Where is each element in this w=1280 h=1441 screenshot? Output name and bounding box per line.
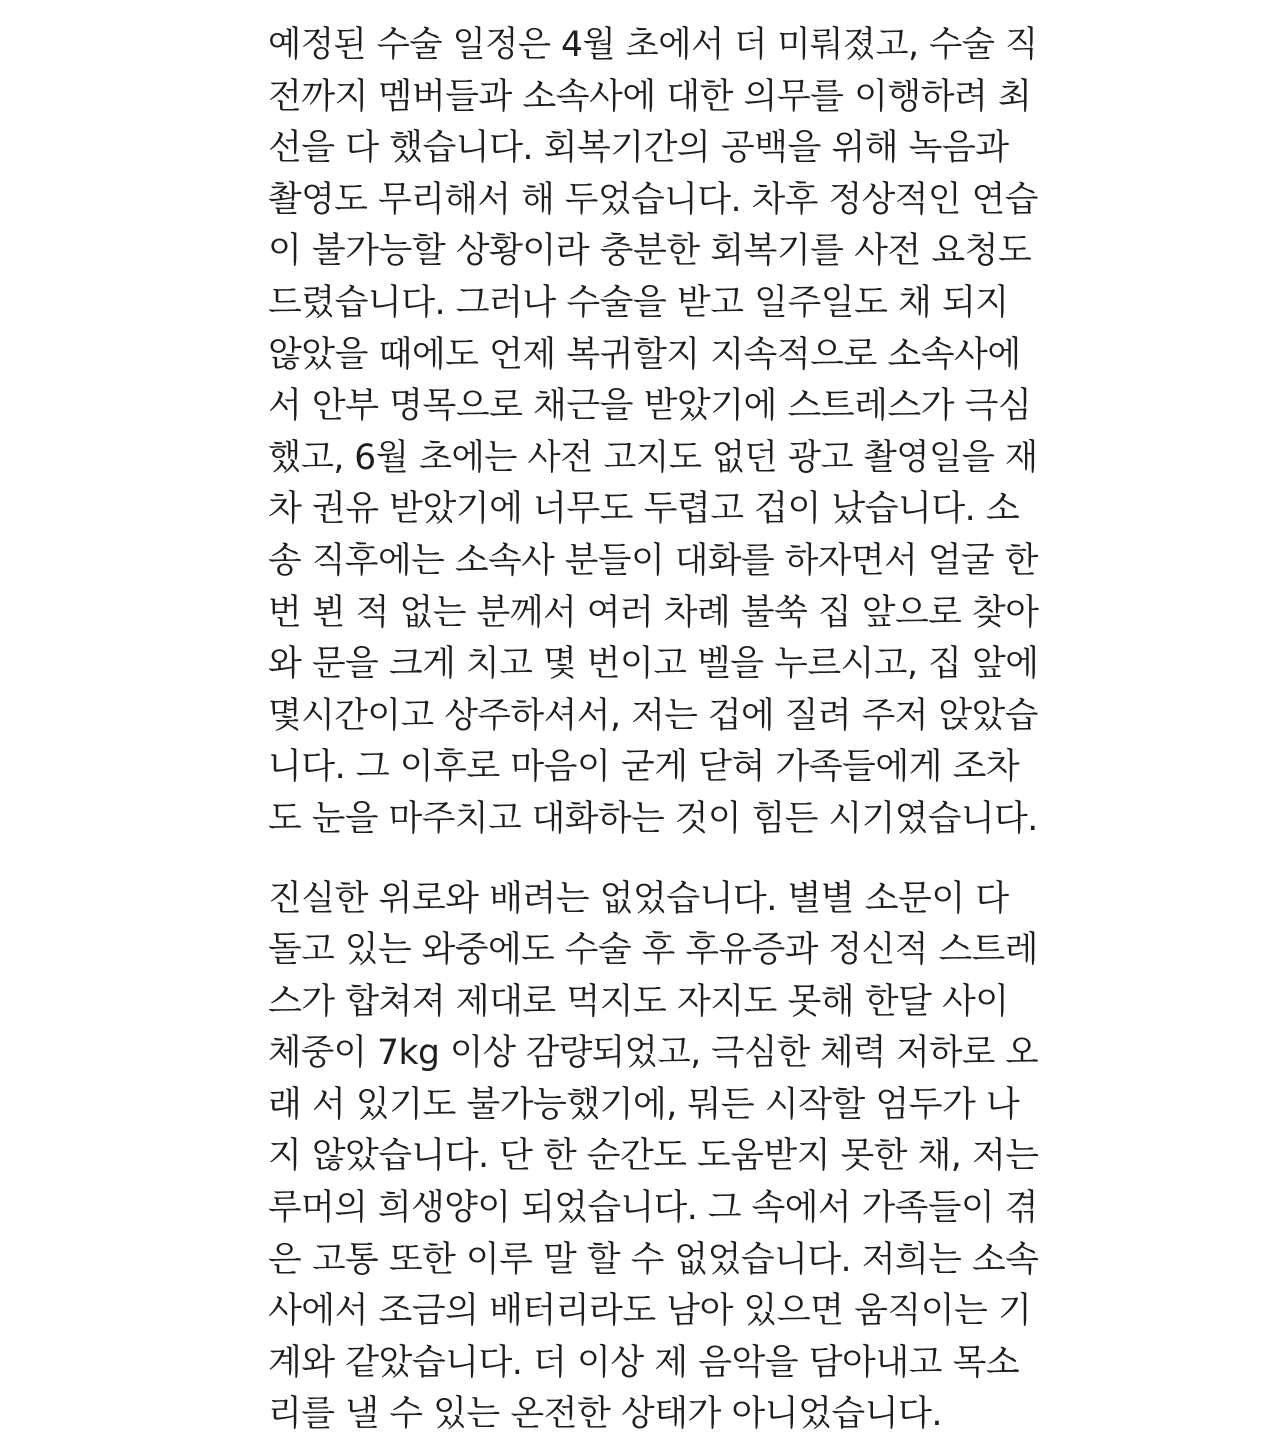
text-line: 래 서 있기도 불가능했기에, 뭐든 시작할 엄두가 나 xyxy=(268,1080,1038,1132)
statement-document xyxy=(268,20,1038,1441)
text-line: 했고, 6월 초에는 사전 고지도 없던 광고 촬영일을 재 xyxy=(268,433,1024,485)
text-line: 루머의 희생양이 되었습니다. 그 속에서 가족들이 겪 xyxy=(268,1183,1034,1235)
text-line: 촬영도 무리해서 해 두었습니다. 차후 정상적인 연습 xyxy=(268,175,1034,227)
text-line: 몇시간이고 상주하셔서, 저는 겁에 질려 주저 앉았습 xyxy=(268,691,1034,743)
text-line: 은 고통 또한 이루 말 할 수 없었습니다. 저희는 소속 xyxy=(268,1235,1036,1287)
paragraph-2 xyxy=(268,874,1038,1441)
text-line: 와 문을 크게 치고 몇 번이고 벨을 누르시고, 집 앞에 xyxy=(268,639,1036,691)
text-line: 차 권유 받았기에 너무도 두렵고 겁이 났습니다. 소 xyxy=(268,484,1038,536)
text-line: 전까지 멤버들과 소속사에 대한 의무를 이행하려 최 xyxy=(268,72,1038,124)
text-line: 진실한 위로와 배려는 없었습니다. 별별 소문이 다 xyxy=(268,874,1038,926)
text-line: 드렸습니다. 그러나 수술을 받고 일주일도 채 되지 xyxy=(268,278,1038,330)
text-line: 예정된 수술 일정은 4월 초에서 더 미뤄졌고, 수술 직 xyxy=(268,20,1024,72)
text-line: 송 직후에는 소속사 분들이 대화를 하자면서 얼굴 한 xyxy=(268,536,1034,588)
text-line: 돌고 있는 와중에도 수술 후 후유증과 정신적 스트레 xyxy=(268,925,1034,977)
text-line: 선을 다 했습니다. 회복기간의 공백을 위해 녹음과 xyxy=(268,123,1038,175)
text-line: 서 안부 명목으로 채근을 받았기에 스트레스가 극심 xyxy=(268,381,1038,433)
text-line: 않았을 때에도 언제 복귀할지 지속적으로 소속사에 xyxy=(268,330,1038,382)
text-line: 체중이 7kg 이상 감량되었고, 극심한 체력 저하로 오 xyxy=(268,1028,1027,1080)
text-line: 번 뵌 적 없는 분께서 여러 차례 불쑥 집 앞으로 찾아 xyxy=(268,588,1036,640)
text-line: 스가 합쳐져 제대로 먹지도 자지도 못해 한달 사이 xyxy=(268,977,1038,1029)
text-line: 계와 같았습니다. 더 이상 제 음악을 담아내고 목소 xyxy=(268,1338,1038,1390)
text-line: 이 불가능할 상황이라 충분한 회복기를 사전 요청도 xyxy=(268,226,1038,278)
text-line: 리를 낼 수 있는 온전한 상태가 아니었습니다. xyxy=(268,1389,1038,1441)
paragraph-1 xyxy=(268,20,1038,846)
text-line: 사에서 조금의 배터리라도 남아 있으면 움직이는 기 xyxy=(268,1286,1038,1338)
text-line: 니다. 그 이후로 마음이 굳게 닫혀 가족들에게 조차 xyxy=(268,742,1038,794)
text-line: 지 않았습니다. 단 한 순간도 도움받지 못한 채, 저는 xyxy=(268,1131,1036,1183)
text-line: 도 눈을 마주치고 대화하는 것이 힘든 시기였습니다. xyxy=(268,794,1034,846)
